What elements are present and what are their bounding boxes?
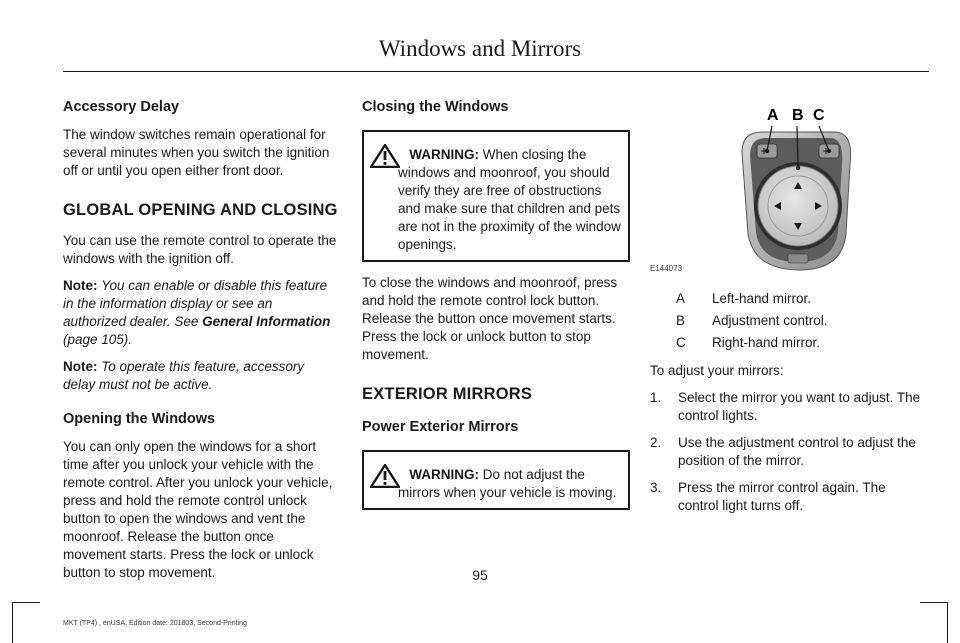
warning-label: WARNING: bbox=[409, 467, 480, 482]
steps-intro: To adjust your mirrors: bbox=[650, 363, 784, 378]
legend-text: Left-hand mirror. bbox=[712, 291, 812, 306]
legend-text: Adjustment control. bbox=[712, 313, 828, 328]
crop-mark bbox=[920, 602, 948, 603]
legend-row bbox=[650, 312, 928, 330]
step-text: Use the adjustment control to adjust the position of the mirror. bbox=[678, 435, 916, 468]
crop-mark bbox=[947, 602, 948, 643]
note-enable-feature bbox=[63, 277, 339, 349]
adjust-mirror-steps bbox=[650, 362, 928, 524]
crop-mark bbox=[12, 602, 13, 643]
crop-mark bbox=[12, 602, 40, 603]
step-item bbox=[650, 479, 928, 515]
column-middle bbox=[362, 98, 630, 522]
accessory-delay-text: The window switches remain operational for several minutes when you switch the ignition off or until you open either front door. bbox=[63, 127, 330, 178]
figure-id: E144073 bbox=[650, 264, 683, 273]
note-label: Note: bbox=[63, 278, 98, 293]
warning-box-mirrors bbox=[362, 450, 630, 510]
column-left bbox=[63, 98, 339, 591]
opening-windows-text: You can only open the windows for a short time after you unlock your vehicle with the remote control. After you unlock your vehicle, press and hold the remote control unlock button to open the windows and vent the moonroof. Release the button once movement starts. Press the lock or unlock button to stop movement. bbox=[63, 439, 333, 580]
warning-box-closing bbox=[362, 130, 630, 262]
warning-text: Do not adjust the mirrors when your vehicle is moving. bbox=[398, 467, 617, 500]
step-number: 1. bbox=[650, 390, 662, 405]
legend-text: Right-hand mirror. bbox=[712, 335, 821, 350]
global-opening-text: You can use the remote control to operate the windows with the ignition off. bbox=[63, 233, 337, 266]
legend-row bbox=[650, 290, 928, 308]
global-opening-heading: GLOBAL OPENING AND CLOSING bbox=[63, 201, 338, 219]
page-title: Windows and Mirrors bbox=[378, 36, 582, 61]
note-see: See bbox=[174, 314, 199, 329]
step-text: Press the mirror control again. The control light turns off. bbox=[678, 480, 886, 513]
callout-c-label: C bbox=[813, 107, 825, 124]
note-page-ref: (page 105). bbox=[63, 332, 133, 347]
step-item bbox=[650, 389, 928, 425]
warning-content bbox=[370, 146, 622, 254]
adjustment-control[interactable] bbox=[758, 166, 838, 246]
callout-b-label: B bbox=[792, 107, 804, 124]
figure-legend bbox=[650, 290, 928, 356]
exterior-mirrors-heading: EXTERIOR MIRRORS bbox=[362, 385, 533, 403]
note-accessory-delay bbox=[63, 358, 339, 394]
legend-letter: B bbox=[676, 313, 686, 328]
step-item bbox=[650, 434, 928, 470]
step-text: Select the mirror you want to adjust. The control lights. bbox=[678, 390, 921, 423]
mirror-control-illustration bbox=[650, 104, 928, 274]
warning-content bbox=[370, 466, 622, 502]
legend-row bbox=[650, 334, 928, 352]
accessory-delay-heading: Accessory Delay bbox=[63, 99, 180, 115]
warning-text: When closing the windows and moonroof, you should verify they are free of obstructions and make sure that children and pets are not in the proximity of the window openings. bbox=[398, 147, 621, 252]
legend-letter: A bbox=[676, 291, 686, 306]
note-label: Note: bbox=[63, 359, 98, 374]
note-text: To operate this feature, accessory delay must not be active. bbox=[63, 359, 305, 392]
closing-windows-heading: Closing the Windows bbox=[362, 99, 509, 115]
page-number: 95 bbox=[472, 567, 488, 583]
note-text: You can enable or disable this feature in the information display or see an authorized dealer. bbox=[63, 278, 328, 329]
warning-triangle-icon bbox=[370, 144, 400, 168]
warning-label: WARNING: bbox=[409, 147, 480, 162]
legend-letter: C bbox=[676, 335, 686, 350]
fold-mirror-button[interactable] bbox=[788, 254, 808, 263]
step-number: 2. bbox=[650, 435, 662, 450]
title-rule bbox=[63, 71, 929, 72]
edition-footer: MKT (TP4) , enUSA, Edition date: 201803, Second-Printing bbox=[63, 620, 247, 627]
opening-windows-heading: Opening the Windows bbox=[63, 411, 216, 427]
warning-triangle-icon bbox=[370, 464, 400, 488]
closing-windows-text: To close the windows and moonroof, press and hold the remote control lock button. Release the button once movement starts. Press the lock or unlock button to stop movement. bbox=[362, 275, 618, 362]
step-number: 3. bbox=[650, 480, 662, 495]
power-mirrors-heading: Power Exterior Mirrors bbox=[362, 419, 519, 435]
callout-a-label: A bbox=[767, 107, 779, 124]
general-information-link[interactable]: General Information bbox=[202, 314, 331, 329]
